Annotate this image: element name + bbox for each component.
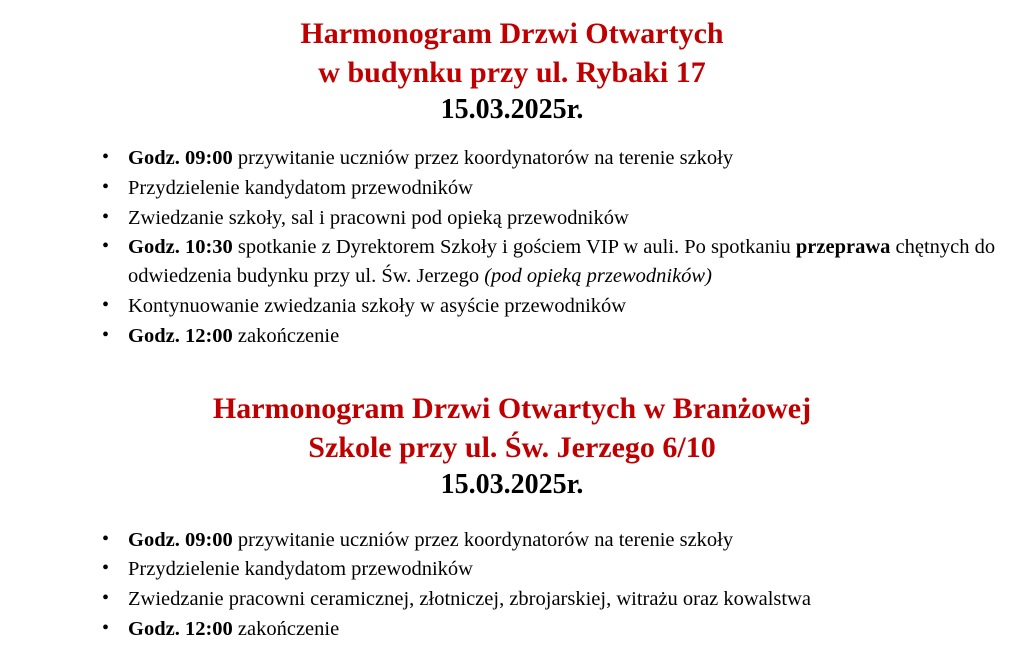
section2-heading-line-2: Szkole przy ul. Św. Jerzego 6/10 (308, 431, 716, 465)
section1-schedule-list (0, 144, 1024, 350)
schedule-item (96, 585, 1024, 614)
section1-date: 15.03.2025r. (440, 94, 584, 125)
schedule-item-emphasis: przeprawa (795, 236, 896, 259)
section1-heading-line-2: w budynku przy ul. Rybaki 17 (318, 56, 706, 89)
schedule-item (96, 204, 1024, 233)
schedule-item-emphasis: Godz. 12:00 (128, 324, 238, 347)
schedule-item-text: zakończenie (237, 617, 340, 640)
section1-heading-line-1: Harmonogram Drzwi Otwartych (300, 17, 724, 50)
schedule-item-text: chętnych do odwiedzenia budynku przy ul. Św. Jerzego (128, 236, 996, 288)
bullet-icon: • (102, 146, 110, 169)
schedule-item-emphasis: Godz. 10:30 (128, 236, 238, 259)
schedule-item (96, 555, 1024, 584)
bullet-icon: • (102, 176, 110, 199)
bullet-icon: • (102, 616, 110, 639)
schedule-item-emphasis: Godz. 09:00 (128, 528, 238, 551)
bullet-icon: • (102, 557, 110, 580)
section2-schedule-list (0, 526, 1024, 644)
schedule-item-text: Zwiedzanie szkoły, sal i pracowni pod opieką przewodników (128, 206, 629, 229)
section2-date: 15.03.2025r. (440, 469, 584, 501)
schedule-item-text: przywitanie uczniów przez koordynatorów na terenie szkoły (237, 147, 734, 170)
schedule-item (96, 526, 1024, 555)
schedule-item-text: zakończenie (237, 324, 340, 347)
bullet-icon: • (102, 323, 110, 346)
schedule-item-text: spotkanie z Dyrektorem Szkoły i gościem VIP w auli. Po spotkaniu (237, 236, 796, 259)
section2-heading-line-1: Harmonogram Drzwi Otwartych w Branżowej (212, 392, 812, 426)
schedule-item (96, 233, 1024, 290)
schedule-item (96, 615, 1024, 644)
bullet-icon: • (102, 293, 110, 316)
section2-heading (0, 389, 1024, 503)
bullet-icon: • (102, 205, 110, 228)
schedule-item (96, 292, 1024, 321)
schedule-item-text: Kontynuowanie zwiedzania szkoły w asyście przewodników (128, 294, 627, 317)
bullet-icon: • (102, 527, 110, 550)
schedule-item (96, 174, 1024, 203)
schedule-item-text: Przydzielenie kandydatom przewodników (128, 177, 473, 200)
schedule-item (96, 144, 1024, 173)
schedule-item-emphasis: Godz. 12:00 (128, 617, 238, 640)
bullet-icon: • (102, 235, 110, 258)
schedule-item-emphasis: Godz. 09:00 (128, 147, 238, 170)
schedule-item-text: Zwiedzanie pracowni ceramicznej, złotniczej, zbrojarskiej, witrażu oraz kowalstwa (128, 587, 812, 610)
schedule-item (96, 322, 1024, 351)
schedule-item-note: (pod opieką przewodników) (484, 265, 712, 288)
section1-heading (0, 0, 1024, 128)
schedule-item-text: przywitanie uczniów przez koordynatorów na terenie szkoły (237, 528, 734, 551)
schedule-item-text: Przydzielenie kandydatom przewodników (128, 558, 473, 581)
bullet-icon: • (102, 586, 110, 609)
